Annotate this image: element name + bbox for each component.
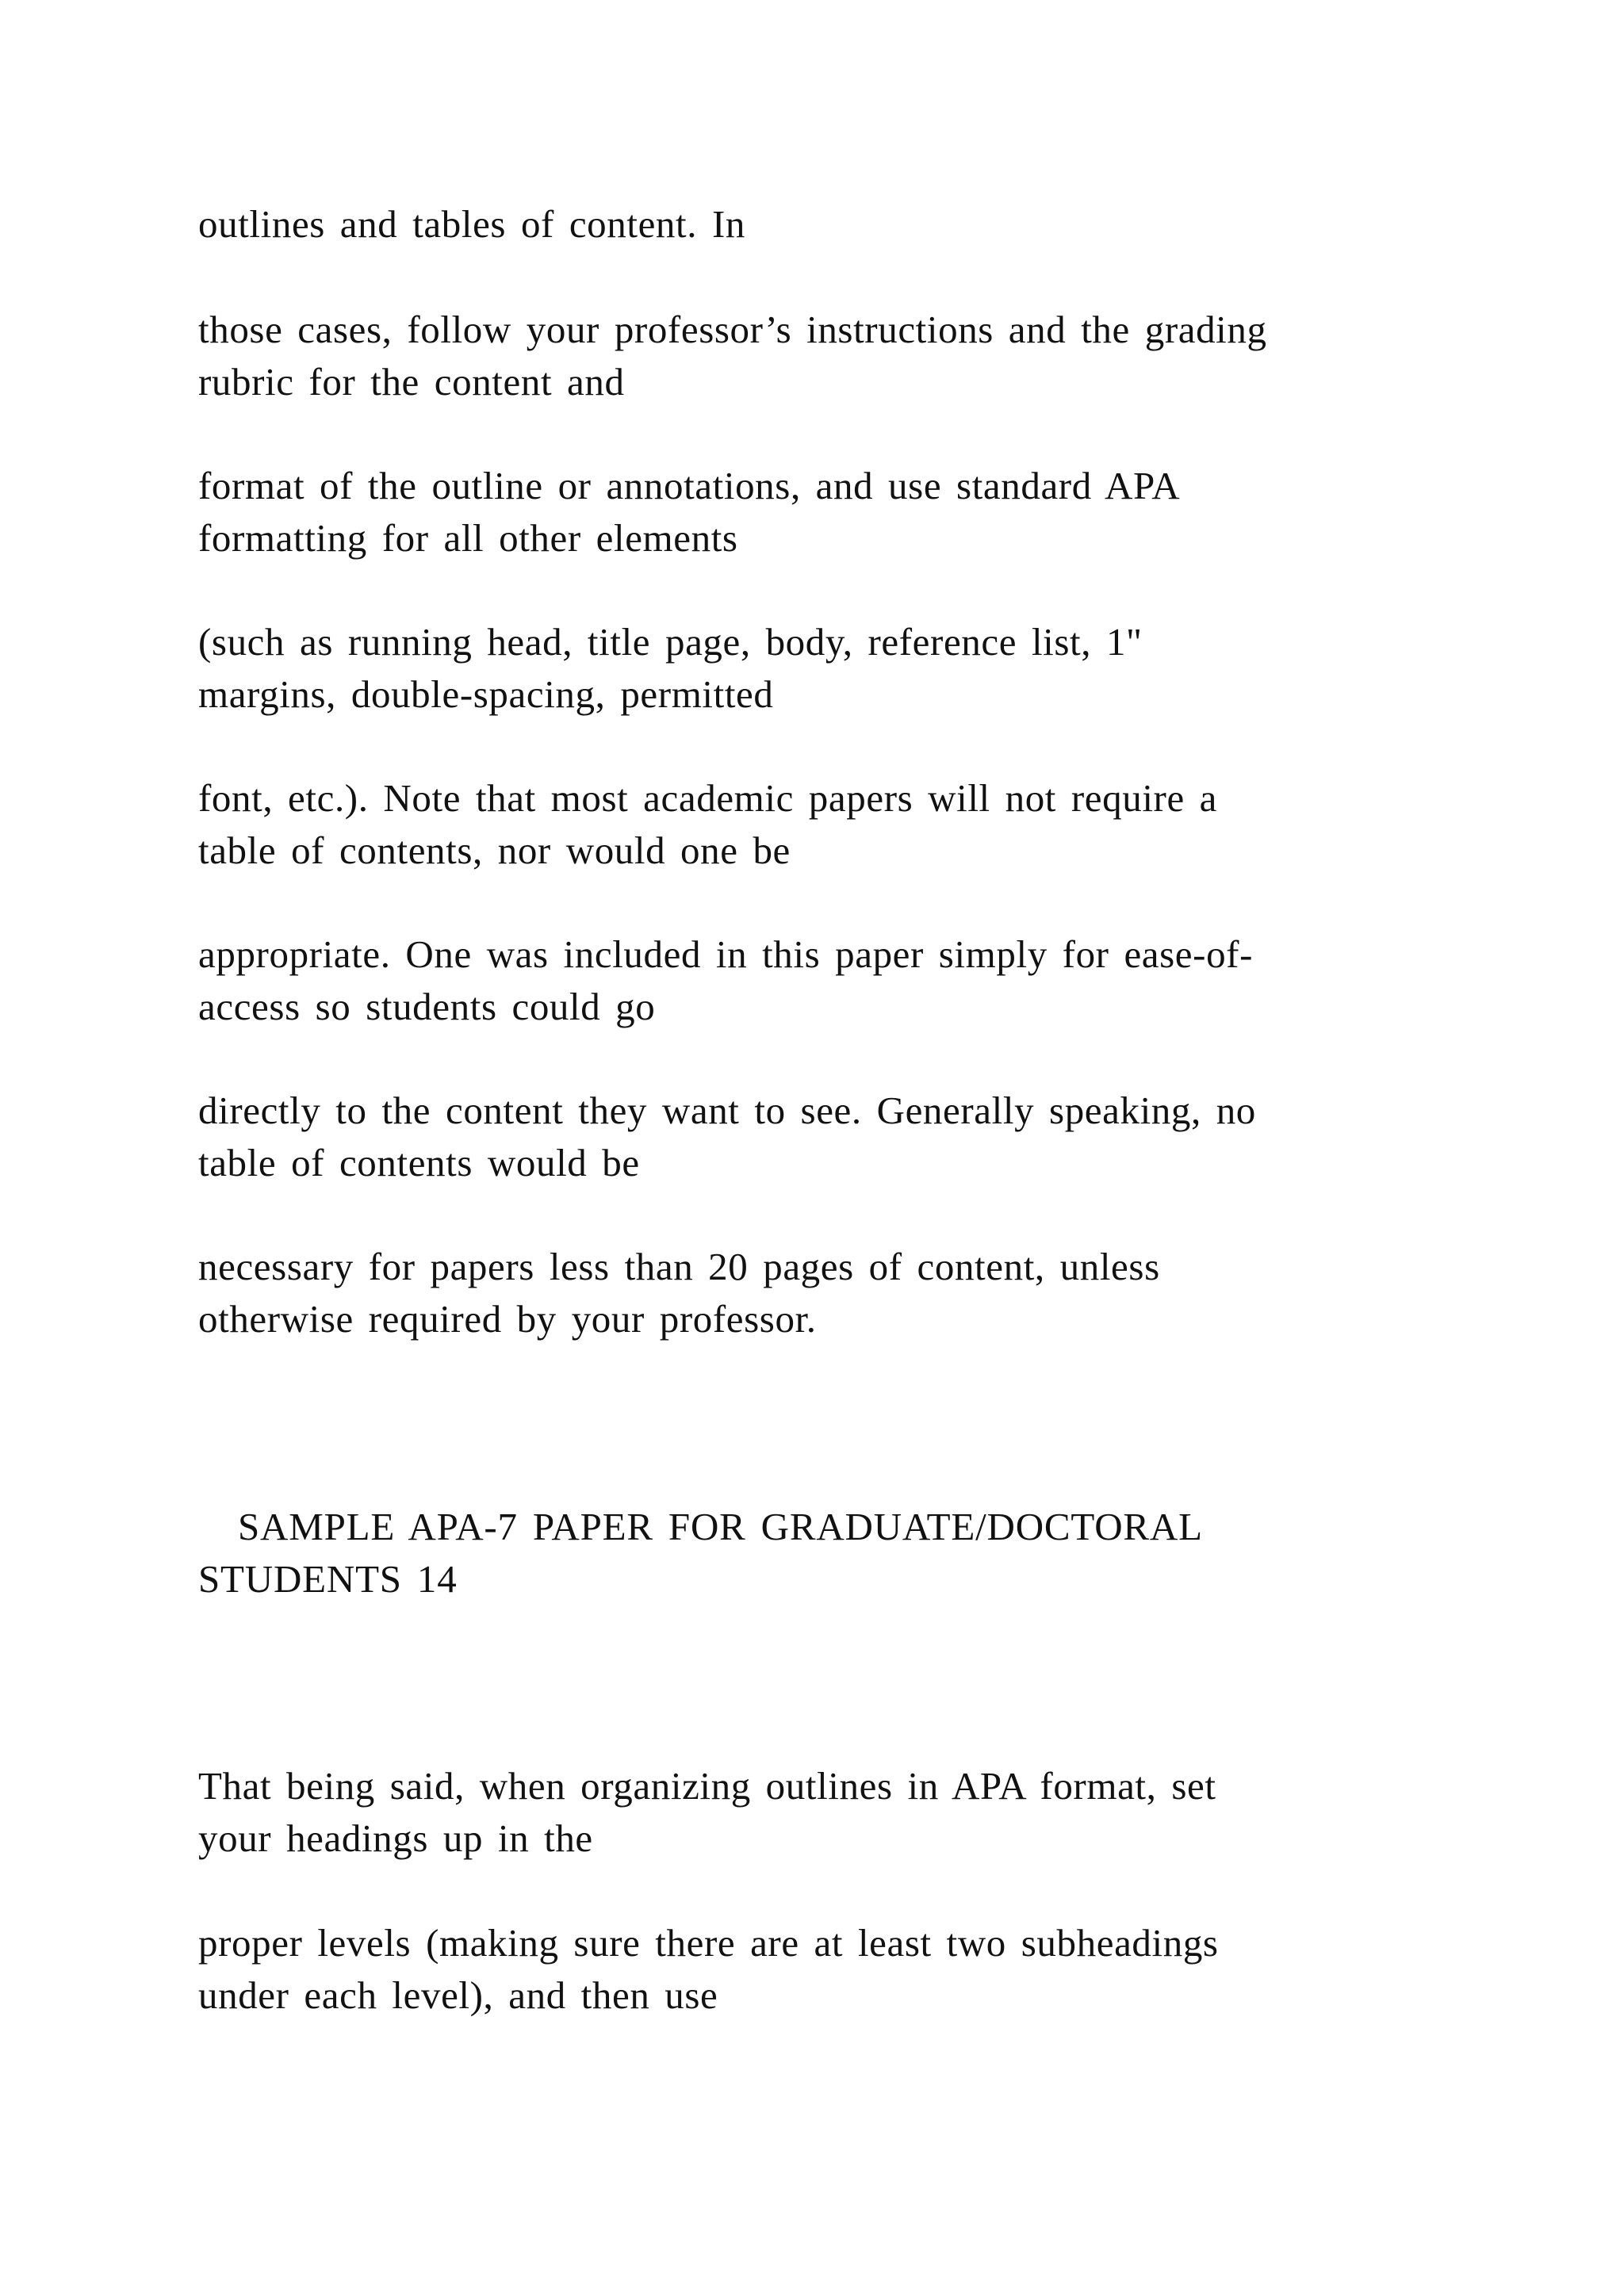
text-line: That being said, when organizing outlines in APA format, set [198, 1764, 1216, 1808]
text-line: necessary for papers less than 20 pages of content, unless [198, 1245, 1160, 1288]
paragraph-10 [198, 1917, 1467, 2022]
text-line: margins, double-spacing, permitted [198, 672, 774, 716]
paragraph-5 [198, 772, 1467, 877]
running-head-line: STUDENTS 14 [198, 1557, 458, 1601]
text-line: outlines and tables of content. In [198, 202, 745, 246]
text-line: table of contents would be [198, 1141, 640, 1184]
text-line: directly to the content they want to see. Generally speaking, no [198, 1089, 1256, 1132]
text-line: under each level), and then use [198, 1973, 718, 2017]
text-line: format of the outline or annotations, and use standard APA [198, 464, 1181, 507]
paragraph-1 [198, 198, 1467, 251]
text-line: access so students could go [198, 985, 656, 1028]
running-head-line: SAMPLE APA-7 PAPER FOR GRADUATE/DOCTORAL [238, 1505, 1203, 1548]
paragraph-9 [198, 1760, 1467, 1865]
paragraph-2 [198, 304, 1467, 408]
text-line: formatting for all other elements [198, 516, 738, 560]
paragraph-3 [198, 460, 1467, 564]
text-line: your headings up in the [198, 1816, 593, 1860]
text-line: those cases, follow your professor’s instructions and the grading [198, 308, 1267, 351]
text-line: table of contents, nor would one be [198, 828, 791, 872]
paragraph-7 [198, 1085, 1467, 1189]
text-line: rubric for the content and [198, 360, 625, 404]
text-line: appropriate. One was included in this paper simply for ease-of- [198, 932, 1254, 976]
paragraph-6 [198, 928, 1467, 1033]
text-line: otherwise required by your professor. [198, 1297, 817, 1341]
paragraph-8 [198, 1241, 1467, 1345]
text-line: font, etc.). Note that most academic papers will not require a [198, 776, 1218, 820]
text-line: (such as running head, title page, body, reference list, 1" [198, 620, 1143, 664]
running-head [198, 1501, 1467, 1605]
text-line: proper levels (making sure there are at least two subheadings [198, 1921, 1219, 1965]
paragraph-4 [198, 616, 1467, 721]
